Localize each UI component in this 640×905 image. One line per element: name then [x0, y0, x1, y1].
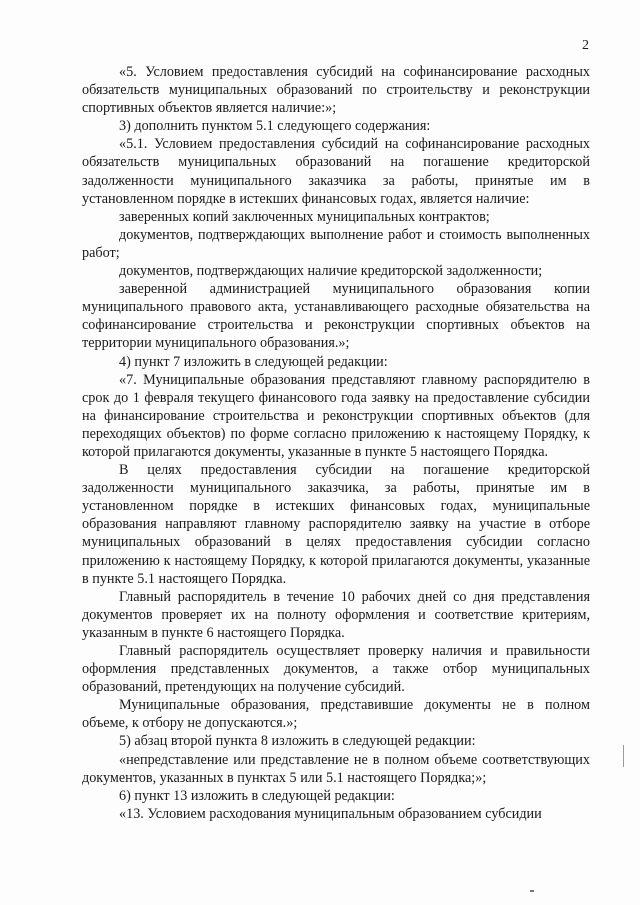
paragraph: «непредставление или представление не в полном объеме соответствующих документов, указанных в пунктах 5 или 5.1 настоящего Порядка;»;: [82, 751, 590, 786]
paragraph: «5.1. Условием предоставления субсидий на софинансирование расходных обязательств муниципальных образований на погашение кредиторской задолженности муниципального заказчика за работы, принятые им в установленном порядке в истекших финансовых годах, является наличие:: [82, 136, 590, 207]
page-number: 2: [582, 38, 589, 53]
paragraph: документов, подтверждающих выполнение работ и стоимость выполненных работ;: [82, 226, 590, 261]
paragraph: «7. Муниципальные образования представляют главному распорядителю в срок до 1 февраля текущего финансового года заявку на предоставление субсидии на финансирование строительства и реконструкции спортивных объектов (для переходящих объектов) по форме согласно приложению к настоящему Порядку, к которой прилагаются документы, указанные в пункте 5 настоящего Порядка.: [82, 371, 590, 460]
paragraph: Главный распорядитель осуществляет проверку наличия и правильности оформления представленных документов, а также отбор муниципальных образований, претендующих на получение субсидий.: [82, 643, 590, 696]
paragraph: В целях предоставления субсидии на погашение кредиторской задолженности муниципального заказчика, за работы, принятые им в установленном порядке в истекших финансовых годах, муниципальные образования направляют главному распорядителю заявку на участие в отборе муниципальных образований в целях предоставления субсидии согласно приложению к настоящему Порядку, к которой прилагаются документы, указанные в пункте 5.1 настоящего Порядка.: [82, 462, 590, 587]
paragraph: 6) пункт 13 изложить в следующей редакции:: [119, 787, 395, 804]
paragraph: 5) абзац второй пункта 8 изложить в следующей редакции:: [119, 733, 476, 750]
paragraph: Главный распорядитель в течение 10 рабочих дней со дня представления документов проверяет их на полноту оформления и соответствие критериям, указанным в пункте 6 настоящего Порядка.: [82, 588, 590, 641]
paragraph: «13. Условием расходования муниципальным образованием субсидии: [119, 805, 542, 822]
paragraph: заверенных копий заключенных муниципальных контрактов;: [119, 208, 490, 225]
paragraph: документов, подтверждающих наличие кредиторской задолженности;: [119, 263, 543, 280]
paragraph: 3) дополнить пунктом 5.1 следующего содержания:: [119, 118, 431, 135]
paragraph: заверенной администрацией муниципального образования копии муниципального правового акта, устанавливающего расходные обязательства на софинансирование строительства и реконструкции спортивных объектов на территории муниципального образования.»;: [82, 281, 590, 352]
scan-artifact: [623, 745, 624, 767]
paragraph: 4) пункт 7 изложить в следующей редакции:: [119, 353, 388, 370]
paragraph: «5. Условием предоставления субсидий на софинансирование расходных обязательств муниципальных образований по строительству и реконструкции спортивных объектов является наличие:»;: [82, 64, 590, 117]
paragraph: Муниципальные образования, представившие документы не в полном объеме, к отбору не допускаются.»;: [82, 697, 590, 732]
scan-artifact: [530, 890, 534, 892]
document-body: [82, 63, 590, 823]
